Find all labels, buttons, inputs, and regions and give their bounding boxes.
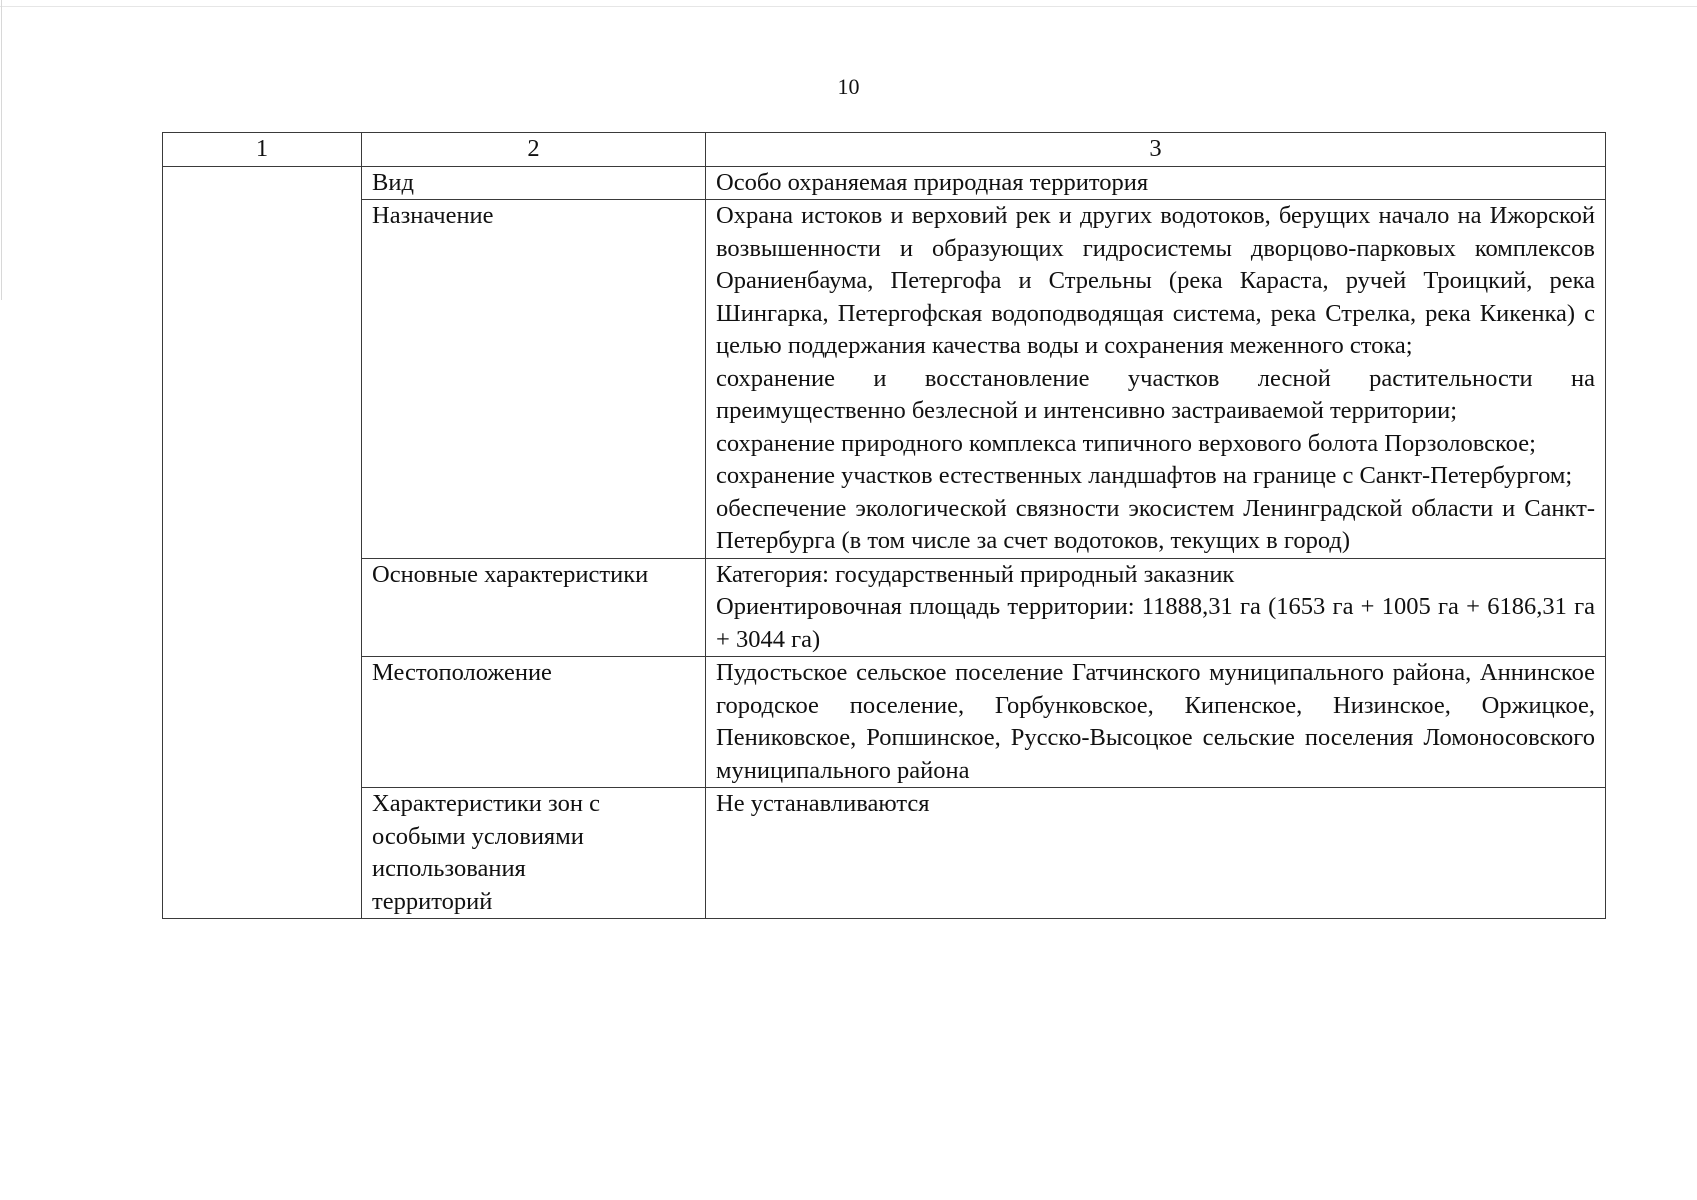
category-text: Категория: государственный природный заказник [716, 560, 1235, 588]
row-label-naznachenie: Назначение [362, 200, 706, 559]
table-row-naznachenie [163, 200, 1606, 559]
scan-edge-left [1, 0, 2, 300]
scan-edge-top [0, 6, 1697, 7]
table-row-zones [163, 788, 1606, 919]
row-value-mestopolozhenie: Пудостьское сельское поселение Гатчинского муниципального района, Аннинское городское поселение, Горбунковское, Кипенское, Низинское, Оржицкое, Пениковское, Ропшинское, Русско-Высоцкое сельские поселения Ломоносовского муниципального района [706, 657, 1606, 788]
purpose-paragraph: сохранение природного комплекса типичного верхового болота Порзоловское; [716, 429, 1536, 457]
row-label-mestopolozhenie: Местоположение [362, 657, 706, 788]
table-header-row [163, 133, 1606, 167]
row-value-vid: Особо охраняемая природная территория [706, 166, 1606, 200]
purpose-paragraph: сохранение участков естественных ландшафтов на границе с Санкт-Петербургом; [716, 462, 1573, 489]
row-label-osnovnye: Основные характеристики [362, 558, 706, 657]
column-number-2: 2 [362, 133, 706, 167]
row-label-zones: Характеристики зон с особыми условиями использования территорий [362, 788, 706, 919]
characteristics-table [162, 132, 1606, 919]
page-number: 10 [837, 74, 860, 99]
row-label-vid: Вид [362, 166, 706, 200]
purpose-paragraph: обеспечение экологической связности экосистем Ленинградской области и Санкт-Петербурга (в том числе за счет водотоков, текущих в город) [716, 494, 1595, 554]
column-number-3: 3 [706, 133, 1606, 167]
column-number-1: 1 [163, 133, 362, 167]
table-row-osnovnye [163, 558, 1606, 657]
area-text: Ориентировочная площадь территории: 11888,31 га (1653 га + 1005 га + 6186,31 га + 3044 га) [716, 593, 1595, 653]
table-row-vid [163, 166, 1606, 200]
empty-first-column-cell [163, 166, 362, 919]
row-value-naznachenie [706, 200, 1606, 559]
purpose-paragraph: Охрана истоков и верховий рек и других водотоков, берущих начало на Ижорской возвышенности и образующих гидросистемы дворцово-парковых комплексов Ораниенбаума, Петергофа и Стрельны (река Караста, ручей Троицкий, река Шингарка, Петергофская водоподводящая система, река Стрелка, река Кикенка) с целью поддержания качества воды и сохранения меженного стока; [716, 202, 1595, 359]
row-value-osnovnye [706, 558, 1606, 657]
purpose-paragraph: сохранение и восстановление участков лесной растительности на преимущественно безлесной и интенсивно застраиваемой территории; [716, 364, 1595, 424]
table-row-mestopolozhenie [163, 657, 1606, 788]
row-value-zones: Не устанавливаются [706, 788, 1606, 919]
